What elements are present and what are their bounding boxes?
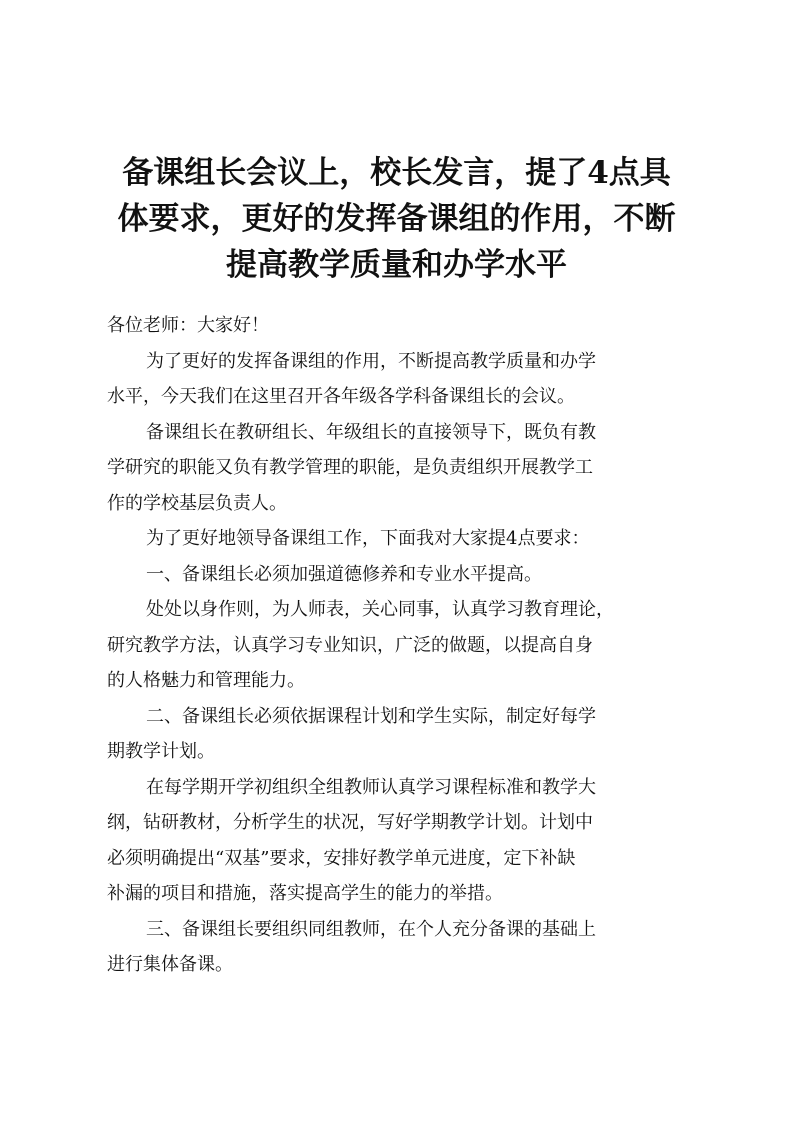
text-line: 各位老师：大家好！ <box>107 315 269 336</box>
text-line: 期教学计划。 <box>107 741 215 762</box>
text-line: 纲，钻研教材，分析学生的状况，写好学期教学计划。计划中 <box>107 812 593 833</box>
text-line: 在每学期开学初组织全组教师认真学习课程标准和教学大 <box>146 776 596 798</box>
text-line: 备课组长在教研组长、年级组长的直接领导下，既负有教 <box>146 421 596 443</box>
title-line: 体要求，更好的发挥备课组的作用，不断 <box>117 201 676 237</box>
text-line: 处处以身作则，为人师表，关心同事，认真学习教育理论， <box>146 599 614 620</box>
requirements-intro-paragraph <box>107 521 687 557</box>
text-line: 进行集体备课。 <box>107 954 233 975</box>
text-line: 必须明确提出“双基”要求，安排好教学单元进度，定下补缺 <box>107 847 576 869</box>
text-line: 二、备课组长必须依据课程计划和学生实际，制定好每学 <box>146 705 596 727</box>
document-title <box>100 150 693 288</box>
text-line: 水平，今天我们在这里召开各年级各学科备课组长的会议。 <box>107 386 575 407</box>
text-line: 一、备课组长必须加强道德修养和专业水平提高。 <box>146 563 542 585</box>
title-line: 备课组长会议上，校长发言，提了4点具 <box>122 155 671 191</box>
text-line: 为了更好地领导备课组工作，下面我对大家提4点要求： <box>146 528 590 549</box>
text-line: 学研究的职能又负有教学管理的职能，是负责组织开展教学工 <box>107 457 593 478</box>
role-paragraph <box>107 415 687 522</box>
text-line: 三、备课组长要组织同组教师，在个人充分备课的基础上 <box>146 918 596 940</box>
requirement-3-heading <box>107 912 687 983</box>
text-line: 研究教学方法，认真学习专业知识，广泛的做题，以提高自身 <box>107 634 593 656</box>
title-line: 提高教学质量和办学水平 <box>226 247 567 283</box>
requirement-2-detail <box>107 770 687 912</box>
intro-paragraph <box>107 344 687 415</box>
text-line: 补漏的项目和措施，落实提高学生的能力的举措。 <box>107 883 503 904</box>
document-body <box>107 308 687 983</box>
requirement-1-detail <box>107 592 687 699</box>
requirement-2-heading <box>107 699 687 770</box>
requirement-1-heading <box>107 557 687 593</box>
greeting-paragraph <box>107 308 687 344</box>
text-line: 为了更好的发挥备课组的作用，不断提高教学质量和办学 <box>146 350 596 372</box>
text-line: 的人格魅力和管理能力。 <box>107 670 305 691</box>
text-line: 作的学校基层负责人。 <box>107 492 287 514</box>
